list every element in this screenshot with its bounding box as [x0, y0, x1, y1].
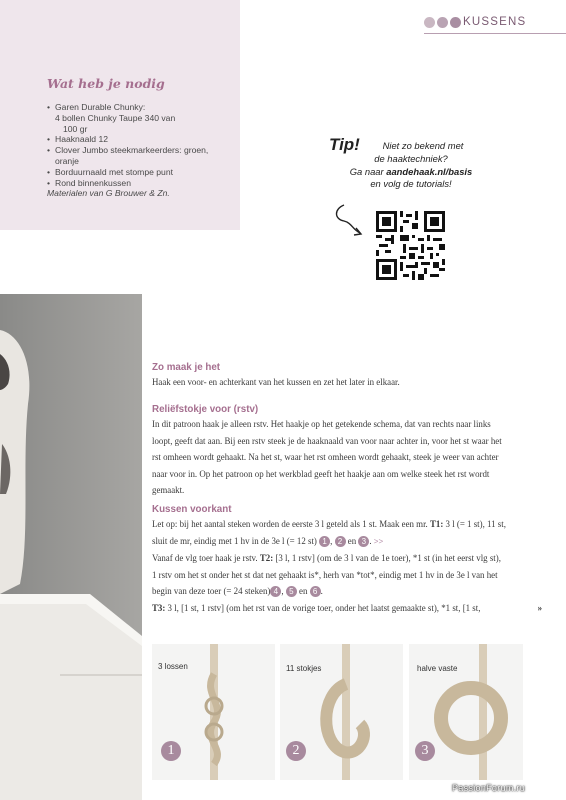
- section-text-how: Haak een voor- en achterkant van het kussen en zet het later in elkaar.: [152, 377, 400, 387]
- photo-step-1: [152, 644, 275, 780]
- section-heading-rstv: Reliëfstokje voor (rstv): [152, 404, 259, 415]
- continue-chevron: »: [537, 602, 542, 613]
- watermark: PassionForum.ru: [452, 783, 526, 793]
- header-dots: [424, 17, 461, 28]
- list-item: • Haaknaald 12: [47, 134, 109, 145]
- list-item: • Borduurnaald met stompe punt: [47, 166, 173, 177]
- materials-list: [47, 102, 233, 199]
- photo-number: 1: [161, 741, 181, 761]
- qr-code-icon[interactable]: [376, 211, 445, 280]
- materials-title: Wat heb je nodig: [47, 76, 165, 91]
- section-heading-front: Kussen voorkant: [152, 504, 232, 515]
- tip-text: Niet zo bekend met de haaktechniek? Ga naar aandehaak.nl/basis en volg de tutorials!: [349, 140, 473, 190]
- photo-step-3: [409, 644, 523, 780]
- list-item: • Garen Durable Chunky: 4 bollen Chunky Taupe 340 van 100 gr: [47, 102, 176, 134]
- photo-cushion-interior: [0, 294, 142, 800]
- section-text-rstv: In dit patroon haak je alleen rstv. Het haakje op het getekende schema, dat van rechts naar links loopt, geeft dat aan. Bij een rstv steek je de haaknaald van voor naar achter in, voor het st waar het rst omheen wordt gehaakt. Na het st, waar het rst omheen wordt gehaakt, steek je weer van achter naar voor in. Op het patroon op het werkblad geeft het haakje aan om welke steek het rst wordt gemaakt.: [152, 419, 502, 495]
- header-rule: [424, 33, 566, 34]
- arrow-icon: [330, 199, 374, 243]
- section-text-front: Let op: bij het aantal steken worden de eerste 3 l geteld als 1 st. Maak een mr. T1: 3 l (= 1 st), 11 st, sluit de mr, eindig met 1 hv in de 3e l (= 12 st) 1 , 2 en 3 . >> Vanaf de vlg toer haak je rstv. T2: [3 l, 1 rstv] (om de 3 l van de 1e toer), *1 st (in het eerst vlg st), 1 rstv om het st onder het st dat net gehaakt is*, herh van *tot*, eindig met 1 hv in de 3e l van het begin van deze toer (= 24 steken) 4 , 5 en 6 . T3: 3 l, [1 st, 1 rstv] (om het rst van de vorige toer, onder het laatst gemaakte st), *1 st, [1 st, »: [152, 516, 542, 616]
- photo-label: 11 stokjes: [286, 664, 322, 673]
- section-heading-how: Zo maak je het: [152, 362, 221, 373]
- step-badge: 2: [335, 536, 346, 547]
- photo-step-2: [280, 644, 403, 780]
- step-badge: 1: [319, 536, 330, 547]
- tip-title: Tip!: [329, 135, 360, 154]
- photo-number: 3: [415, 741, 435, 761]
- materials-credit: Materialen van G Brouwer & Zn.: [47, 188, 170, 199]
- step-badge: 3: [358, 536, 369, 547]
- section-title: KUSSENS: [463, 16, 527, 28]
- photo-number: 2: [286, 741, 306, 761]
- tip-link[interactable]: aandehaak.nl/basis: [386, 165, 473, 177]
- photo-label: 3 lossen: [158, 662, 188, 671]
- step-badge: 4: [270, 586, 281, 597]
- continue-chevron: >>: [373, 536, 384, 546]
- step-badge: 5: [286, 586, 297, 597]
- list-item: • Rond binnenkussen: [47, 177, 131, 188]
- list-item: • Clover Jumbo steekmarkeerders: groen, oranje: [47, 145, 209, 166]
- photo-label: halve vaste: [417, 664, 458, 673]
- step-badge: 6: [310, 586, 321, 597]
